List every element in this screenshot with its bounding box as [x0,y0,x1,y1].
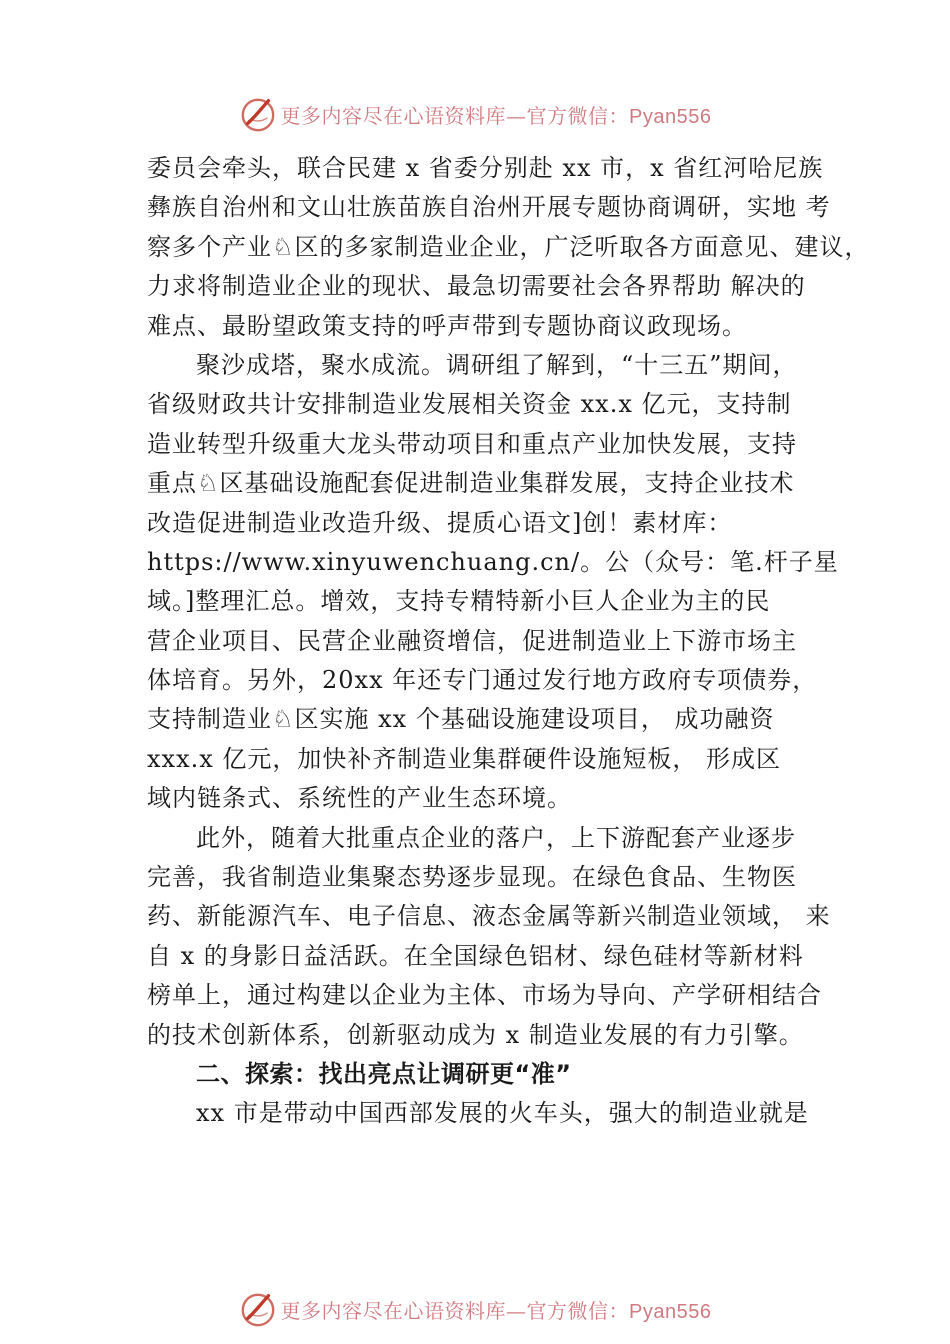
watermark-wechat-id: Pyan556 [629,1300,712,1323]
watermark-text [281,100,712,129]
watermark-wechat-id: Pyan556 [629,105,712,128]
text-line: 的技术创新体系，创新驱动成为 x 制造业发展的有力引擎。 [147,1020,804,1049]
watermark-site: 更多内容尽在心语资料库 [280,103,507,128]
text-line: 造业转型升级重大龙头带动项目和重点产业加快发展，支持 [147,429,797,458]
text-line: 重点♘区基础设施配套促进制造业集群发展，支持企业技术 [147,469,795,498]
text-line: 察多个产业♘区的多家制造业企业，广泛听取各方面意见、建议， [147,232,870,261]
text-line: 榜单上，通过构建以企业为主体、市场为导向、产学研相结合 [147,981,822,1010]
watermark-header [0,92,950,136]
text-line: 完善，我省制造业集聚态势逐步显现。在绿色食品、生物医 [147,863,797,892]
text-line: 营企业项目、民营企业融资增信，促进制造业上下游市场主 [147,626,797,655]
text-line: 域内链条式、系统性的产业生态环境。 [147,784,572,813]
text-line: 药、新能源汽车、电子信息、液态金属等新兴制造业领域， 来 [147,902,831,931]
watermark-wechat-label: 官方微信： [526,103,630,128]
text-line: 力求将制造业企业的现状、最急切需要社会各界帮助 解决的 [147,272,806,301]
writing-brush-logo-icon [239,1290,277,1328]
watermark-text [281,1295,712,1324]
watermark-site: 更多内容尽在心语资料库 [280,1298,507,1323]
paragraph-first-line: 此外，随着大批重点企业的落户，上下游配套产业逐步 [196,823,796,852]
watermark-footer [0,1287,950,1331]
text-line: 域。]整理汇总。增效，支持专精特新小巨人企业为主的民 [147,587,771,616]
text-line: 自 x 的身影日益活跃。在全国绿色铝材、绿色硅材等新材料 [147,941,804,970]
text-line: 彝族自治州和文山壮族苗族自治州开展专题协商调研，实地 考 [147,193,831,222]
paragraph-first-line: xx 市是带动中国西部发展的火车头，强大的制造业就是 [196,1099,809,1128]
text-line: 改造促进制造业改造升级、提质心语文]创！素材库： [147,508,733,537]
text-line: 委员会牵头，联合民建 x 省委分别赴 xx 市，x 省红河哈尼族 [147,154,824,182]
text-line: 难点、最盼望政策支持的呼声带到专题协商议政现场。 [147,311,747,340]
text-line: 省级财政共计安排制造业发展相关资金 xx.x 亿元，支持制 [147,390,792,419]
text-line: xxx.x 亿元，加快补齐制造业集群硬件设施短板， 形成区 [147,744,782,773]
watermark-wechat-label: 官方微信： [526,1298,630,1323]
writing-brush-logo-icon [239,95,277,133]
watermark-dash: — [506,1298,527,1323]
text-line: https://www.xinyuwenchuang.cn/。公（众号：笔.杆子星 [147,547,839,576]
text-line: 支持制造业♘区实施 xx 个基础设施建设项目， 成功融资 [147,705,775,734]
watermark-dash: — [506,103,527,128]
text-line: 体培育。另外，20xx 年还专门通过发行地方政府专项债券， [147,666,818,695]
paragraph-first-line: 聚沙成塔，聚水成流。调研组了解到，“十三五”期间， [196,350,798,379]
document-body [147,149,870,1134]
section-heading: 二、探索：找出亮点让调研更“准” [196,1059,572,1088]
